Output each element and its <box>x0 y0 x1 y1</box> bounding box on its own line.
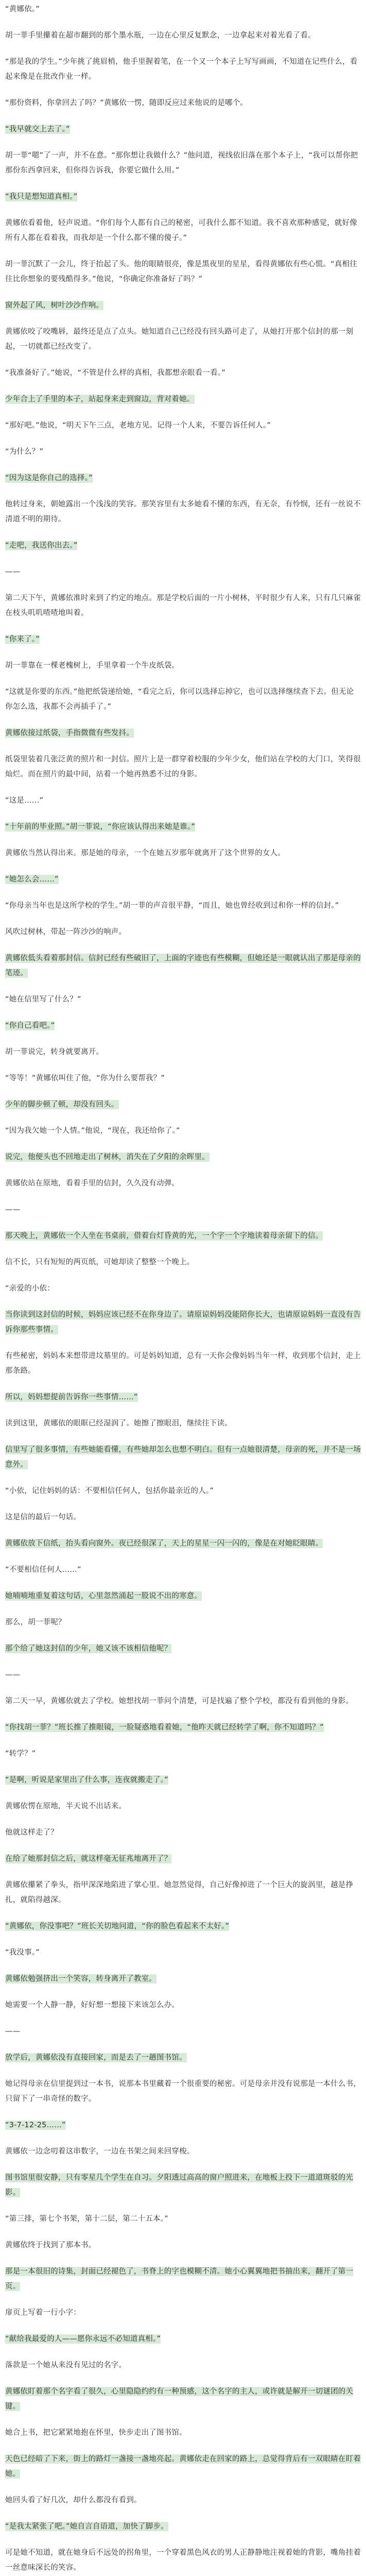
paragraph-text: 黄娜依终于找到了那本书。 <box>5 2241 96 2249</box>
highlighted-paragraph <box>5 1972 361 1987</box>
highlighted-paragraph <box>5 1019 361 1033</box>
highlighted-paragraph <box>5 1308 361 1337</box>
paragraph-text: 黄娜依看着他，轻声说道。“你们每个人都有自己的秘密，可我什么都不知道。我不喜欢那种感觉，就好像所有人都在看着我，而我却是一个什么都不懂的傻子。” <box>5 219 357 242</box>
paragraph-text: “第三排，第七个书架，第十二层，第二十五本。” <box>5 2215 168 2223</box>
paragraph-text: 她记得母亲在信里提到过一本书，说那本书里藏着一个很重要的秘密。可是母亲并没有说那是一本什么书，只留下了一串奇怪的数字。 <box>5 2080 361 2103</box>
paragraph-text: “你来了。” <box>5 635 40 643</box>
highlighted-paragraph <box>5 471 361 486</box>
paragraph-text: “等等！”黄娜依叫住了他，“你为什么要帮我？” <box>5 1074 165 1082</box>
paragraph-text: “转学？” <box>5 1750 36 1758</box>
paragraph-text: 第二天下午，黄娜依准时来到了约定的地点。那是学校后面的一片小树林，平时很少有人来，只有几只麻雀在枝头叽叽喳喳地叫着。 <box>5 594 361 617</box>
paragraph <box>5 1615 361 1630</box>
paragraph-text: 图书馆里很安静，只有零星几个学生在自习。夕阳透过高高的窗户照进来，在地板上投下一道道斑驳的光影。 <box>5 2174 354 2197</box>
paragraph <box>5 418 361 433</box>
paragraph <box>5 1255 361 1270</box>
paragraph <box>5 1998 361 2013</box>
paragraph <box>5 257 361 287</box>
paragraph-text: 少年合上了手里的本子，站起身来走到窗边，背对着她。 <box>5 395 195 403</box>
highlighted-paragraph <box>5 2452 361 2482</box>
paragraph-text: 她需要一个人静一静，好好想一想接下来该怎么办。 <box>5 2001 180 2009</box>
paragraph-text: “这就是你要的东西。”他把纸袋递给她，“看完之后，你可以选择忘掉它，也可以选择继续查下去。但无论你怎么选，我都不会再插手了。” <box>5 688 354 711</box>
paragraph <box>5 2358 361 2373</box>
highlighted-paragraph <box>5 1097 361 1112</box>
highlighted-paragraph <box>5 392 361 407</box>
paragraph-text: 胡一菲手里攥着在超市翻到的那个墨水瓶，一边在心里反复默念，一边拿起来对着光看了看。 <box>5 31 316 40</box>
paragraph-text: 扉页上写着一行小字： <box>5 2309 81 2317</box>
paragraph <box>5 28 361 43</box>
highlighted-paragraph <box>5 1150 361 1165</box>
highlighted-paragraph <box>5 872 361 887</box>
paragraph-text: “你母亲当年也是这所学校的学生。”胡一菲的声音很平静，“而且，她也曾经收到过和你一样的信封。” <box>5 902 339 910</box>
paragraph-text: “我没事。” <box>5 1948 40 1957</box>
paragraph-text: 风吹过树林，带起一阵沙沙的响声。 <box>5 928 127 936</box>
paragraph-text: 信不长，只有短短的两页纸，可她却读了整整一个晚上。 <box>5 1258 195 1266</box>
paragraph <box>5 2024 361 2039</box>
paragraph <box>5 1563 361 1578</box>
paragraph <box>5 846 361 861</box>
paragraph-text: “十年前的毕业照。”胡一菲说，“你应该认得出来她是谁。” <box>5 823 196 831</box>
paragraph-text: 在给了她那封信之后，就这样毫无征兆地离开了？ <box>5 1855 172 1863</box>
paragraph <box>5 793 361 808</box>
paragraph <box>5 1694 361 1709</box>
paragraph-text: “为什么？” <box>5 448 44 456</box>
paragraph-text: “因为这是你自己的选择。” <box>5 474 93 482</box>
paragraph-text: —— <box>5 1671 21 1679</box>
highlighted-paragraph <box>5 538 361 553</box>
paragraph-text: 少年的脚步顿了顿，却没有回头。 <box>5 1100 119 1109</box>
paragraph <box>5 1825 361 1840</box>
highlighted-paragraph <box>5 1589 361 1604</box>
paragraph <box>5 2212 361 2227</box>
highlighted-paragraph <box>5 1390 361 1405</box>
paragraph <box>5 325 361 354</box>
paragraph-text: “是啊，听说是家里出了什么事，连夜就搬走了。” <box>5 1776 168 1784</box>
paragraph-text: 黄娜依勉强挤出一个笑容，转身离开了教室。 <box>5 1975 156 1983</box>
paragraph <box>5 2493 361 2508</box>
paragraph-text: “亲爱的小依： <box>5 1284 55 1293</box>
paragraph <box>5 148 361 178</box>
paragraph <box>5 1510 361 1525</box>
paragraph-text: 黄娜依攥紧了拳头，指甲深深地陷进了掌心里。她忽然觉得，自己好像掉进了一个巨大的旋涡里，越是挣扎，就陷得越深。 <box>5 1881 354 1904</box>
paragraph-text: “走吧，我送你出去。” <box>5 541 78 550</box>
paragraph-text: “因为我欠她一个人情。”他说，“现在，我还给你了。” <box>5 1127 180 1135</box>
paragraph-text: 黄娜依当然认得出来。那是她的母亲，一个在她五岁那年就离开了这个世界的女人。 <box>5 849 285 857</box>
paragraph-text: “那是我的学生。”少年挑了挑眉梢，他手里握着笔，在一个又一个本子上写写画画，不知道在记些什么，看起来像是在批改作业一样。 <box>5 58 358 81</box>
paragraph <box>5 1945 361 1960</box>
paragraph-text: 这是信的最后一句话。 <box>5 1513 81 1521</box>
paragraph-text: 她喃喃地重复着这句话，心里忽然涌起一股说不出的寒意。 <box>5 1592 202 1600</box>
highlighted-paragraph <box>5 2519 361 2534</box>
highlighted-paragraph <box>5 1773 361 1788</box>
paragraph-text: “我早就交上去了。” <box>5 125 70 133</box>
paragraph <box>5 1878 361 1908</box>
paragraph <box>5 1484 361 1499</box>
paragraph-text: “是我太紧张了吧。”她自言自语道，加快了脚步。 <box>5 2522 168 2531</box>
paragraph-text: 说完，他便头也不回地走出了树林，消失在了夕阳的余晖里。 <box>5 1153 210 1161</box>
paragraph <box>5 1349 361 1379</box>
paragraph-text: 他就这样走了？ <box>5 1828 58 1837</box>
paragraph-text: 黄娜依愣在原地，半天说不出话来。 <box>5 1802 127 1810</box>
highlighted-paragraph <box>5 298 361 313</box>
highlighted-paragraph <box>5 190 361 205</box>
paragraph <box>5 2306 361 2320</box>
paragraph-text: “这是……” <box>5 796 44 805</box>
paragraph-text: —— <box>5 2027 21 2036</box>
paragraph-text: “3-7-12-25……” <box>5 2121 66 2129</box>
paragraph <box>5 497 361 527</box>
paragraph <box>5 2077 361 2107</box>
paragraph <box>5 992 361 1007</box>
paragraph <box>5 1045 361 1060</box>
paragraph <box>5 1124 361 1139</box>
paragraph <box>5 658 361 673</box>
paragraph-text: “你找胡一菲？”班长推了推眼镜，一脸疑惑地看着她，“他昨天就已经转学了啊，你不知道吗？” <box>5 1723 324 1732</box>
highlighted-paragraph <box>5 2118 361 2133</box>
paragraph-text: 窗外起了风，树叶沙沙作响。 <box>5 301 104 310</box>
paragraph <box>5 2426 361 2441</box>
paragraph-text: 天色已经暗了下来，街上的路灯一盏接一盏地亮起。黄娜依走在回家的路上，总觉得背后有一双眼睛在盯着她。 <box>5 2455 361 2478</box>
paragraph-text: —— <box>5 568 21 576</box>
paragraph-text: 黄娜依盯着那个名字看了很久，心里隐隐约约有一种预感，这个名字的主人，或许就是解开一切谜团的关键。 <box>5 2387 354 2411</box>
paragraph-text: 那个给了她这封信的少年，她又该不该相信他呢？ <box>5 1645 172 1653</box>
paragraph <box>5 1176 361 1191</box>
paragraph-text: 读到这里，黄娜依的眼眶已经湿润了。她擦了擦眼泪，继续往下读。 <box>5 1419 232 1428</box>
paragraph <box>5 55 361 84</box>
paragraph <box>5 1416 361 1431</box>
paragraph-text: “不要相信任何人……” <box>5 1566 81 1574</box>
paragraph <box>5 1799 361 1814</box>
paragraph-text: 可是她不知道，就在她身后不远处的拐角里，一个穿着黑色风衣的男人正静静地注视着她的背影，嘴角挂着一丝意味深长的笑容。 <box>5 2549 361 2572</box>
paragraph-text: 黄娜依一边念叨着这串数字，一边在书架之间来回穿梭。 <box>5 2147 195 2156</box>
paragraph <box>5 899 361 913</box>
paragraph-text: “那好吧。”他说，“明天下午三点，老地方见。记得一个人来，不要告诉任何人。” <box>5 421 271 430</box>
paragraph-text: 胡一菲“嗯”了一声，并不在意。“那你想让我做什么？”他问道，视线依旧落在那个本子上，“我可以帮你把那份东西拿回来，但你得告诉我，你要它做什么用。” <box>5 151 358 175</box>
article-body <box>0 2 366 2575</box>
paragraph-text: 第二天一早，黄娜依就去了学校。她想找胡一菲问个清楚，可是找遍了整个学校，都没有看到他的身影。 <box>5 1697 354 1705</box>
paragraph <box>5 1071 361 1086</box>
paragraph-text: 她合上书，把它紧紧地抱在怀里，快步走出了图书馆。 <box>5 2429 187 2437</box>
paragraph-text: 那么，胡一菲呢？ <box>5 1618 66 1626</box>
paragraph-text: “她怎么会……” <box>5 875 59 884</box>
paragraph <box>5 445 361 460</box>
highlighted-paragraph <box>5 1641 361 1656</box>
highlighted-paragraph <box>5 820 361 835</box>
paragraph <box>5 2 361 17</box>
paragraph-text: “那份资料，你拿回去了吗？”黄娜依一愣，随即反应过来他说的是哪个。 <box>5 99 248 107</box>
highlighted-paragraph <box>5 951 361 981</box>
paragraph-text: 她回头看了好几次，却什么都没有看到。 <box>5 2496 142 2504</box>
paragraph-text: “献给我最爱的人——愿你永远不必知道真相。” <box>5 2335 161 2343</box>
paragraph-text: 放学后，黄娜依没有直接回家，而是去了一趟图书馆。 <box>5 2054 187 2062</box>
highlighted-paragraph <box>5 2171 361 2200</box>
paragraph-text: —— <box>5 1206 21 1214</box>
paragraph-text: 胡一菲靠在一棵老槐树上，手里拿着一个牛皮纸袋。 <box>5 662 180 670</box>
paragraph-text: 黄娜依站在原地，看着手里的信封，久久没有动弹。 <box>5 1179 180 1188</box>
paragraph-text: “你自己看吧。” <box>5 1022 55 1030</box>
paragraph-text: “我只是想知道真相。” <box>5 193 78 201</box>
highlighted-paragraph <box>5 1720 361 1735</box>
paragraph-text: “她在信里写了什么？” <box>5 995 81 1004</box>
paragraph-text: 信里写了很多事情，有些她能看懂，有些她却怎么也想不明白。但有一点她很清楚，母亲的死，并不是一场意外。 <box>5 1446 361 1469</box>
paragraph <box>5 752 361 782</box>
paragraph-text: 那是一本很旧的诗集，封面已经褪色了，书脊上的字也模糊不清。她小心翼翼地把书抽出来，翻开了第一页。 <box>5 2267 354 2291</box>
paragraph <box>5 96 361 111</box>
highlighted-paragraph <box>5 122 361 137</box>
paragraph-text: 胡一菲沉默了一会儿，终于抬起了头。他的眼睛很亮，像是黑夜里的星星，看得黄娜依有些心慌。“真相往往比你想象的要残酷得多。”他说，“你确定你准备好了吗？” <box>5 260 357 283</box>
paragraph <box>5 1747 361 1761</box>
highlighted-paragraph <box>5 726 361 741</box>
paragraph <box>5 2546 361 2575</box>
paragraph-text: “黄娜依，你没事吧？”班长关切地问道，“你的脸色看起来不太好。” <box>5 1922 230 1930</box>
paragraph-text: 黄娜依低头看着那封信。信封已经有些破旧了，上面的字迹也有些模糊，但她还是一眼就认出了那是母亲的笔迹。 <box>5 954 361 977</box>
highlighted-paragraph <box>5 1229 361 1244</box>
paragraph <box>5 925 361 940</box>
paragraph-text: “黄娜依。” <box>5 5 40 13</box>
paragraph-text: 所以，妈妈想提前告诉你一些事情……” <box>5 1393 138 1401</box>
highlighted-paragraph <box>5 2050 361 2065</box>
paragraph <box>5 216 361 246</box>
highlighted-paragraph <box>5 1919 361 1934</box>
paragraph <box>5 1281 361 1296</box>
highlighted-paragraph <box>5 1443 361 1472</box>
paragraph <box>5 366 361 381</box>
highlighted-paragraph <box>5 2264 361 2294</box>
paragraph <box>5 1202 361 1217</box>
paragraph-text: 黄娜依咬了咬嘴唇，最终还是点了点头。她知道自己已经没有回头路可走了，从她打开那个信封的那一刻起，一切就都已经改变了。 <box>5 328 354 351</box>
highlighted-paragraph <box>5 1536 361 1551</box>
paragraph-text: 他转过身来，朝她露出一个浅浅的笑容。那笑容里有太多她看不懂的东西，有无奈，有怜悯，还有一丝说不清道不明的期待。 <box>5 500 361 523</box>
highlighted-paragraph <box>5 2384 361 2414</box>
paragraph <box>5 565 361 580</box>
paragraph <box>5 591 361 621</box>
paragraph-text: 当你读到这封信的时候，妈妈应该已经不在你身边了。请原谅妈妈没能陪你长大，也请原谅妈妈一直没有告诉你那些事情。 <box>5 1311 361 1334</box>
paragraph-text: 胡一菲说完，转身就要离开。 <box>5 1048 104 1056</box>
paragraph <box>5 1668 361 1683</box>
highlighted-paragraph <box>5 1852 361 1867</box>
paragraph-text: “小依，记住妈妈的话：不要相信任何人，包括你最亲近的人。” <box>5 1487 214 1495</box>
paragraph-text: 纸袋里装着几张泛黄的照片和一封信。照片上是一群穿着校服的少年少女，他们站在学校的大门口，笑得很灿烂。而在照片的最中间，站着一个她再熟悉不过的身影。 <box>5 755 361 778</box>
paragraph <box>5 2144 361 2159</box>
paragraph-text: 黄娜依放下信纸，抬头看向窗外。夜已经很深了，天上的星星一闪一闪的，像是在对她眨眼睛。 <box>5 1539 323 1548</box>
highlighted-paragraph <box>5 2332 361 2347</box>
paragraph-text: 那天晚上，黄娜依一个人坐在书桌前，借着台灯昏黄的光，一个字一个字地读着母亲留下的信。 <box>5 1232 323 1240</box>
paragraph-text: 有些秘密，妈妈本来想带进坟墓里的。可是妈妈知道，总有一天你会像妈妈当年一样，收到那个信封，走上那条路。 <box>5 1352 361 1375</box>
paragraph-text: “我准备好了。”她说，“不管是什么样的真相，我都想亲眼看一看。” <box>5 369 225 377</box>
paragraph <box>5 2238 361 2253</box>
paragraph-text: 落款是一个她从来没有见过的名字。 <box>5 2361 127 2369</box>
paragraph-text: 黄娜依接过纸袋，手指微微有些发抖。 <box>5 729 134 737</box>
highlighted-paragraph <box>5 632 361 647</box>
paragraph <box>5 685 361 715</box>
